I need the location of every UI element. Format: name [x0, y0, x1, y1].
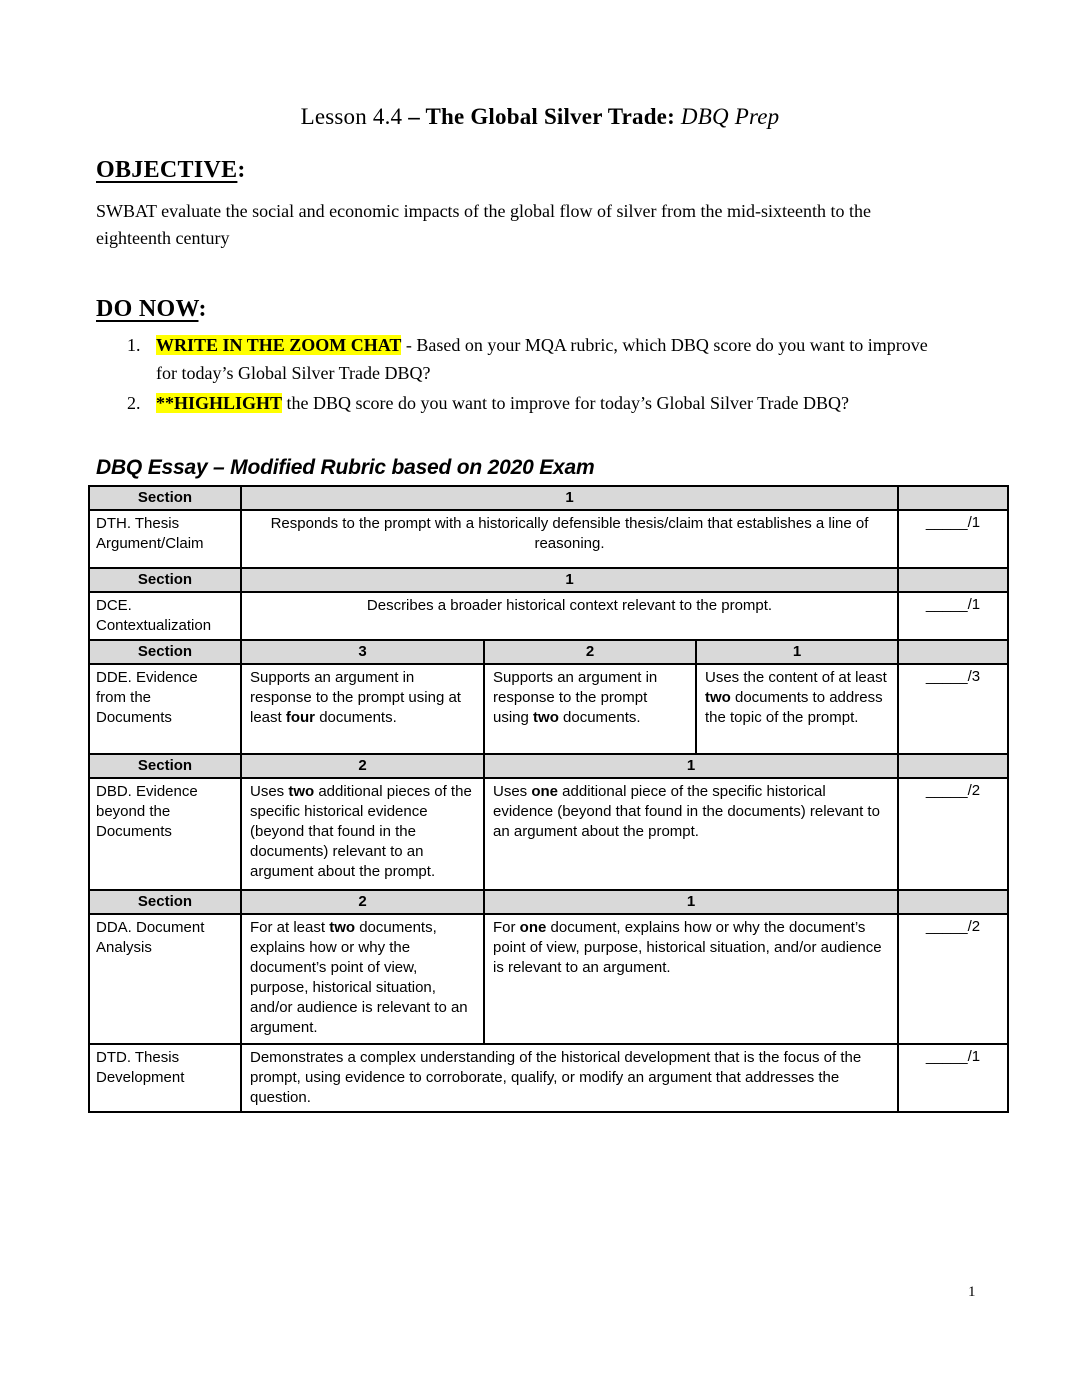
list-item [127, 332, 944, 388]
highlighted-text: WRITE IN THE ZOOM CHAT [156, 335, 402, 355]
score-header-cell [898, 890, 1008, 914]
list-item-number: 1. [127, 335, 141, 355]
score-header-cell [898, 640, 1008, 664]
section-header-cell: Section [89, 754, 241, 778]
row-label: DCE. Contextualization [89, 592, 241, 640]
do-now-heading-colon: : [198, 296, 207, 322]
section-header-cell: Section [89, 568, 241, 592]
score-cell: _____/1 [898, 510, 1008, 568]
criterion-cell: Supports an argument in response to the prompt using at least four documents. [241, 664, 484, 754]
points-header-cell: 2 [484, 640, 696, 664]
points-header-cell: 1 [241, 568, 898, 592]
rubric-section [88, 456, 1007, 1113]
criterion-cell: Uses one additional piece of the specific historical evidence (beyond that found in the documents) relevant to an argument about the prompt. [484, 778, 898, 890]
row-label: DDA. Document Analysis [89, 914, 241, 1044]
points-header-cell: 1 [241, 486, 898, 510]
section-header-cell: Section [89, 486, 241, 510]
score-header-cell [898, 486, 1008, 510]
objective-heading-colon: : [237, 157, 246, 183]
section-header-cell: Section [89, 640, 241, 664]
rubric-header-row [89, 754, 1008, 778]
criterion-cell: For one document, explains how or why the document’s point of view, purpose, historical situation, and/or audience is relevant to an argument. [484, 914, 898, 1044]
row-label: DBD. Evidence beyond the Documents [89, 778, 241, 890]
score-cell: _____/3 [898, 664, 1008, 754]
do-now-list [96, 332, 944, 418]
points-header-cell: 2 [241, 890, 484, 914]
list-item-text [156, 332, 944, 388]
objective-body: SWBAT evaluate the social and economic impacts of the global flow of silver from the mid-sixteenth to the eighteenth century [96, 201, 871, 248]
criterion-cell: For at least two documents, explains how or why the document’s point of view, purpose, historical situation, and/or audience is relevant to an argument. [241, 914, 484, 1044]
list-item-number: 2. [127, 392, 141, 413]
rubric-row-dth [89, 510, 1008, 568]
criterion-cell: Uses the content of at least two documents to address the topic of the prompt. [696, 664, 898, 754]
criterion-cell: Describes a broader historical context relevant to the prompt. [241, 592, 898, 640]
criterion-cell: Demonstrates a complex understanding of the historical development that is the focus of the prompt, using evidence to corroborate, qualify, or modify an argument that addresses the question. [241, 1044, 898, 1112]
objective-heading [96, 157, 944, 184]
title-prefix: Lesson 4.4 [300, 104, 409, 129]
highlighted-text: **HIGHLIGHT [156, 392, 283, 413]
document-title [0, 104, 1080, 130]
list-item-rest: the DBQ score do you want to improve for today’s Global Silver Trade DBQ? [282, 392, 849, 413]
rubric-header-row [89, 640, 1008, 664]
list-item-rest: - Based on your MQA rubric, which DBQ score do you want to improve for today’s Global Silver Trade DBQ? [156, 335, 928, 383]
rubric-title: DBQ Essay – Modified Rubric based on 2020 Exam [96, 455, 595, 479]
objective-heading-text: OBJECTIVE [96, 157, 238, 183]
row-label: DTH. Thesis Argument/Claim [89, 510, 241, 568]
rubric-row-dbd [89, 778, 1008, 890]
do-now-section [96, 296, 944, 418]
points-header-cell: 1 [484, 754, 898, 778]
criterion-cell: Responds to the prompt with a historically defensible thesis/claim that establishes a line of reasoning. [241, 510, 898, 568]
do-now-heading-text: DO NOW [96, 296, 199, 322]
list-item-text [156, 390, 944, 418]
do-now-heading [96, 296, 944, 323]
points-header-cell: 3 [241, 640, 484, 664]
title-subtitle: DBQ Prep [680, 104, 780, 129]
rubric-table [88, 485, 1009, 1113]
row-label: DTD. Thesis Development [89, 1044, 241, 1112]
score-cell: _____/1 [898, 1044, 1008, 1112]
objective-section [96, 157, 944, 252]
score-cell: _____/2 [898, 914, 1008, 1044]
points-header-cell: 1 [696, 640, 898, 664]
rubric-header-row [89, 568, 1008, 592]
rubric-row-dce [89, 592, 1008, 640]
page-number: 1 [968, 1284, 976, 1300]
score-header-cell [898, 568, 1008, 592]
rubric-row-dtd [89, 1044, 1008, 1112]
rubric-row-dde [89, 664, 1008, 754]
row-label: DDE. Evidence from the Documents [89, 664, 241, 754]
rubric-header-row [89, 486, 1008, 510]
score-header-cell [898, 754, 1008, 778]
criterion-cell: Uses two additional pieces of the specific historical evidence (beyond that found in the documents) relevant to an argument about the prompt. [241, 778, 484, 890]
section-header-cell: Section [89, 890, 241, 914]
points-header-cell: 1 [484, 890, 898, 914]
score-cell: _____/2 [898, 778, 1008, 890]
score-cell: _____/1 [898, 592, 1008, 640]
rubric-header-row [89, 890, 1008, 914]
rubric-row-dda [89, 914, 1008, 1044]
points-header-cell: 2 [241, 754, 484, 778]
title-main: – The Global Silver Trade: [408, 104, 681, 129]
list-item [127, 390, 944, 418]
criterion-cell: Supports an argument in response to the prompt using two documents. [484, 664, 696, 754]
